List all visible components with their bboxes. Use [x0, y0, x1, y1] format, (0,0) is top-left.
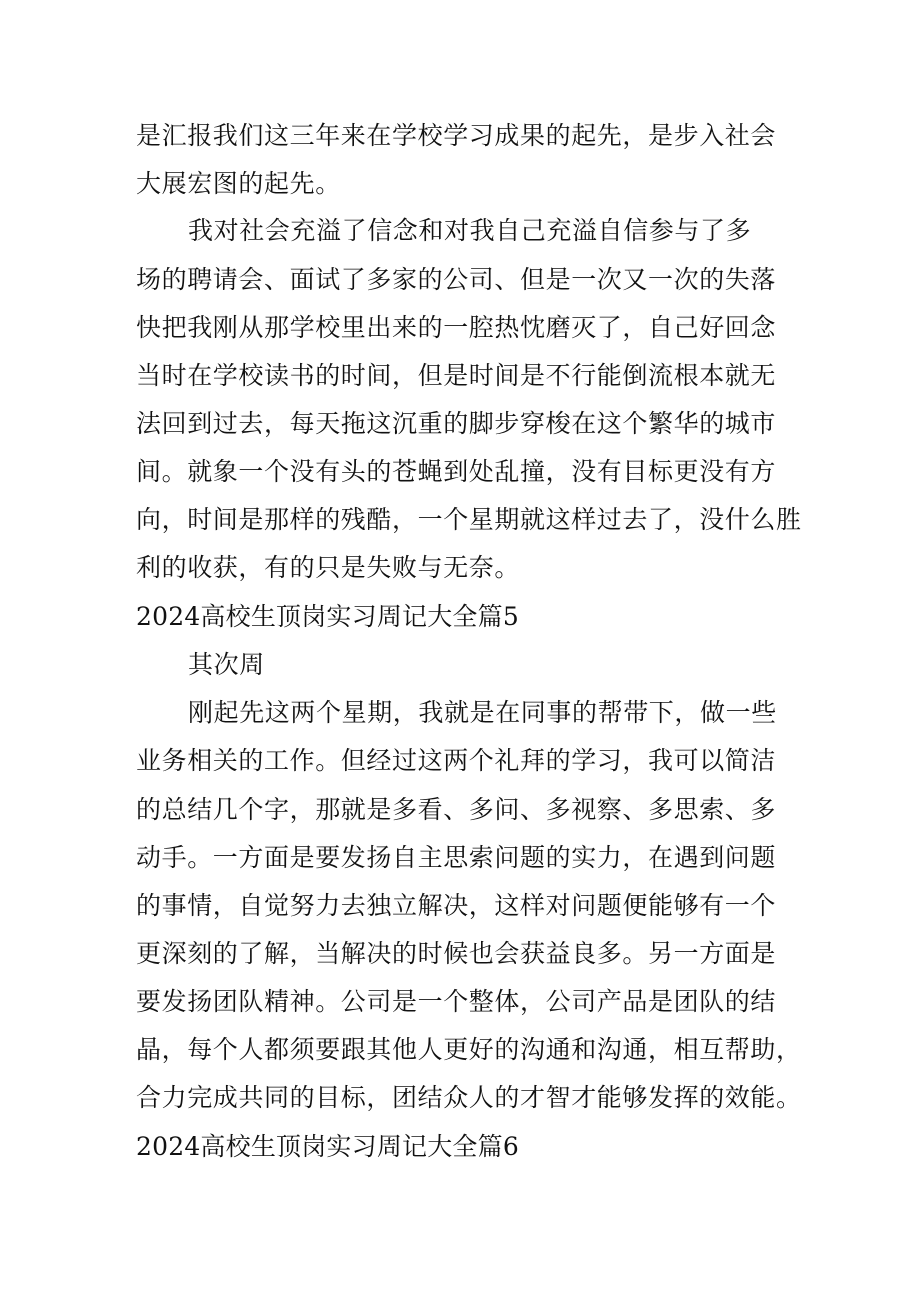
- paragraph-line: 晶，每个人都须要跟其他人更好的沟通和沟通，相互帮助，: [136, 1035, 802, 1064]
- paragraph-line: 合力完成共同的目标，团结众人的才智才能够发挥的效能。: [136, 1083, 802, 1112]
- paragraph-line: 是汇报我们这三年来在学校学习成果的起先，是步入社会: [136, 121, 777, 150]
- paragraph-line: 间。就象一个没有头的苍蝇到处乱撞，没有目标更没有方: [136, 457, 777, 486]
- paragraph-line: 业务相关的工作。但经过这两个礼拜的学习，我可以简洁: [136, 746, 777, 775]
- paragraph-line: 大展宏图的起先。: [136, 169, 341, 198]
- paragraph-line: 向，时间是那样的残酷，一个星期就这样过去了，没什么胜: [136, 505, 802, 534]
- paragraph-line: 的总结几个字，那就是多看、多问、多视察、多思索、多: [136, 795, 777, 824]
- paragraph-line: 更深刻的了解，当解决的时候也会获益良多。另一方面是: [136, 939, 777, 968]
- paragraph-line: 法回到过去，每天拖这沉重的脚步穿梭在这个繁华的城市: [136, 409, 777, 438]
- section-heading: 2024高校生顶岗实习周记大全篇5: [136, 602, 519, 631]
- section-subheading: 其次周: [188, 650, 265, 679]
- paragraph-line: 当时在学校读书的时间，但是时间是不行能倒流根本就无: [136, 361, 777, 390]
- section-heading: 2024高校生顶岗实习周记大全篇6: [136, 1132, 519, 1161]
- paragraph-line: 利的收获，有的只是失败与无奈。: [136, 553, 521, 582]
- paragraph-line: 快把我刚从那学校里出来的一腔热忱磨灭了，自己好回念: [136, 313, 777, 342]
- paragraph-line: 动手。一方面是要发扬自主思索问题的实力，在遇到问题: [136, 843, 777, 872]
- paragraph-line: 的事情，自觉努力去独立解决，这样对问题便能够有一个: [136, 891, 777, 920]
- paragraph-line: 我对社会充溢了信念和对我自己充溢自信参与了多: [188, 216, 752, 245]
- paragraph-line: 刚起先这两个星期，我就是在同事的帮带下，做一些: [188, 698, 777, 727]
- paragraph-line: 场的聘请会、面试了多家的公司、但是一次又一次的失落: [136, 265, 777, 294]
- paragraph-line: 要发扬团队精神。公司是一个整体，公司产品是团队的结: [136, 987, 777, 1016]
